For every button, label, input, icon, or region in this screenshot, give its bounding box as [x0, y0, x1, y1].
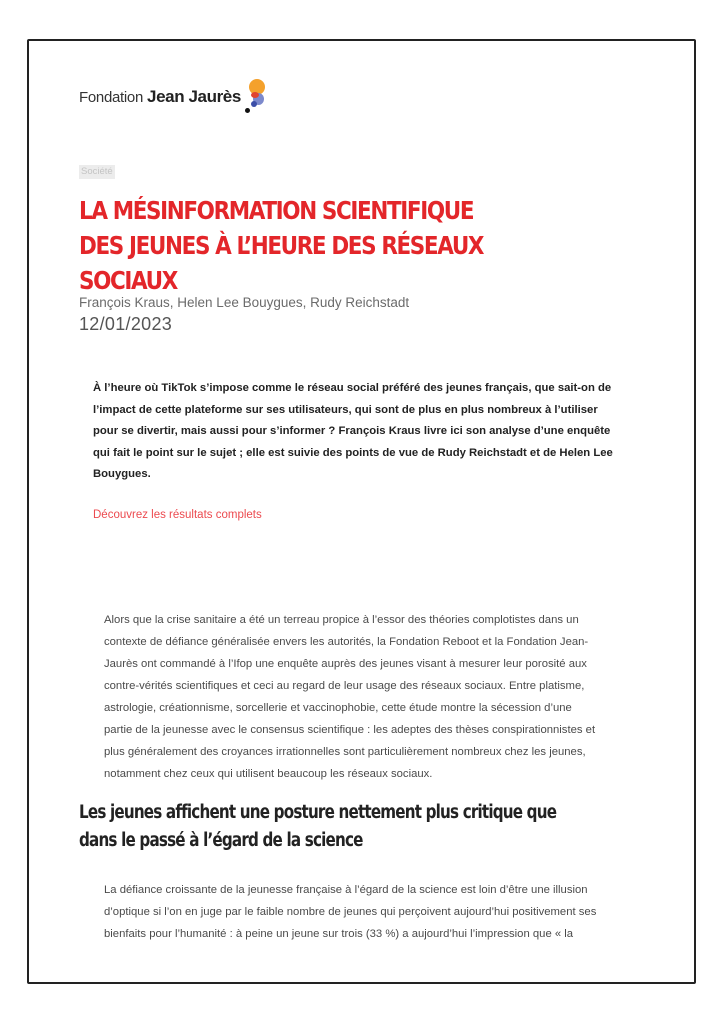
paragraph-line: notamment chez ceux qui utilisent beaucoup les réseaux sociaux. — [104, 768, 433, 780]
full-results-link[interactable]: Découvrez les résultats complets — [93, 509, 262, 521]
logo-text-jean-jaures: Jean Jaurès — [147, 87, 241, 106]
paragraph-line: plus généralement des croyances irrationnelles sont particulièrement nombreux chez les jeunes, — [104, 746, 586, 758]
category-tag[interactable]: Société — [81, 166, 113, 177]
article-title-line: LA MÉSINFORMATION SCIENTIFIQUE — [79, 196, 474, 225]
paragraph-line: astrologie, créationnisme, sorcellerie et vaccinophobie, cette étude montre la sécession d’une — [104, 702, 572, 714]
section-heading-line: Les jeunes affichent une posture nettement plus critique que — [79, 802, 557, 823]
intro-line: qui fait le point sur le sujet ; elle est suivie des points de vue de Rudy Reichstadt et de Helen Lee — [93, 446, 613, 459]
body-paragraph-2 — [104, 879, 684, 945]
article-authors: François Kraus, Helen Lee Bouygues, Rudy Reichstadt — [79, 295, 410, 310]
page-frame — [27, 39, 696, 984]
logo-text-fondation: Fondation — [79, 88, 144, 106]
intro-line: À l’heure où TikTok s’impose comme le réseau social préféré des jeunes français, que sait-on de — [93, 382, 612, 394]
fondation-jean-jaures-logo[interactable] — [79, 80, 269, 114]
article-intro — [93, 378, 673, 486]
article-date: 12/01/2023 — [79, 314, 173, 334]
intro-line: Bouygues. — [93, 468, 151, 480]
intro-line: pour se divertir, mais aussi pour s’informer ? François Kraus livre ici son analyse d’une enquête — [93, 425, 611, 437]
paragraph-line: partie de la jeunesse avec le consensus scientifique : les adeptes des thèses conspirationnistes et — [104, 724, 596, 736]
logo-dot-navy — [251, 101, 257, 107]
section-heading-line: dans le passé à l’égard de la science — [79, 830, 363, 851]
article-title — [79, 193, 526, 298]
logo-dot-black — [245, 108, 250, 113]
paragraph-line: La défiance croissante de la jeunesse française à l’égard de la science est loin d’être une illusion — [104, 884, 588, 896]
logo-dot-red — [251, 92, 259, 98]
logo-mark-icon — [243, 79, 269, 115]
intro-line: l’impact de cette plateforme sur ses utilisateurs, qui sont de plus en plus nombreux à l’utiliser — [93, 403, 598, 416]
body-paragraph-1 — [104, 609, 684, 785]
paragraph-line: Jaurès ont commandé à l’Ifop une enquête auprès des jeunes visant à mesurer leur porosité aux — [104, 658, 587, 670]
paragraph-line: Alors que la crise sanitaire a été un terreau propice à l’essor des théories complotistes dans un — [104, 614, 579, 626]
article-title-line: DES JEUNES À L’HEURE DES RÉSEAUX — [79, 231, 484, 260]
paragraph-line: contexte de défiance généralisée envers les autorités, la Fondation Reboot et la Fondation Jean- — [104, 636, 589, 648]
paragraph-line: d’optique si l’on en juge par le faible nombre de jeunes qui perçoivent aujourd’hui positivement ses — [104, 906, 597, 918]
paragraph-line: bienfaits pour l’humanité : à peine un jeune sur trois (33 %) a aujourd’hui l’impression que « la — [104, 928, 574, 940]
section-heading — [79, 799, 653, 855]
paragraph-line: contre-vérités scientifiques et ceci au regard de leur usage des réseaux sociaux. Entre platisme, — [104, 680, 585, 692]
article-title-line: SOCIAUX — [79, 266, 177, 295]
